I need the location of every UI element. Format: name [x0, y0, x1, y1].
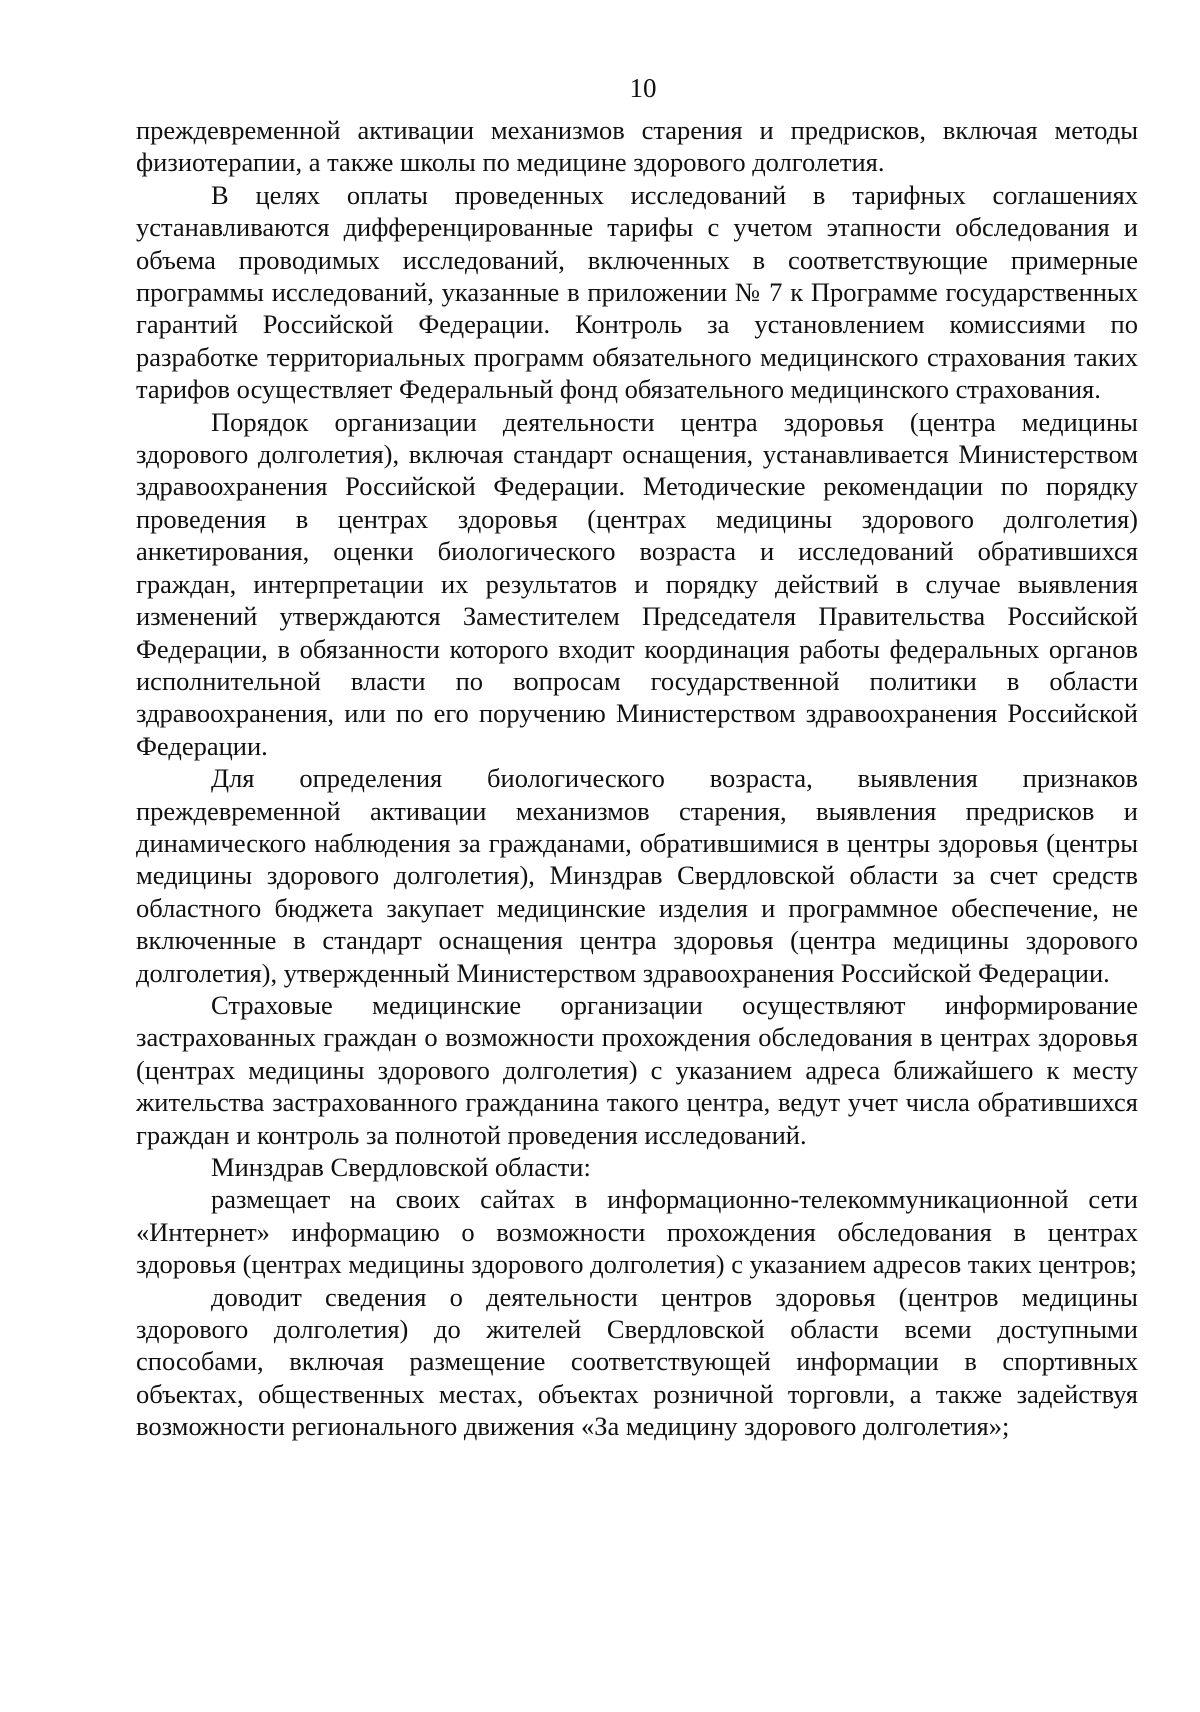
- paragraph-insurance-organizations: Страховые медицинские организации осуществляют информирование застрахованных граждан о возможности прохождения обследования в центрах здоровья (центрах медицины здорового долголетия) с указанием адреса ближайшего к месту жительства застрахованного гражданина такого центра, ведут учет числа обратившихся граждан и контроль за полнотой проведения исследований.: [136, 989, 1138, 1150]
- paragraph-biological-age: Для определения биологического возраста, выявления признаков преждевременной активации механизмов старения, выявления предрисков и динамического наблюдения за гражданами, обратившимися в центры здоровья (центры медицины здорового долголетия), Минздрав Свердловской области за счет средств областного бюджета закупает медицинские изделия и программное обеспечение, не включенные в стандарт оснащения центра здоровья (центра медицины здорового долголетия), утвержденный Министерством здравоохранения Российской Федерации.: [136, 763, 1138, 988]
- document-body: [136, 114, 1138, 1443]
- paragraph-inform-residents: доводит сведения о деятельности центров здоровья (центров медицины здорового долголетия) до жителей Свердловской области всеми доступными способами, включая размещение соответствующей информации в спортивных объектах, общественных местах, объектах розничной торговли, а также задействуя возможности регионального движения «За медицину здорового долголетия»;: [136, 1281, 1138, 1442]
- paragraph-health-center-order: Порядок организации деятельности центра здоровья (центра медицины здорового долголетия), включая стандарт оснащения, устанавливается Министерством здравоохранения Российской Федерации. Методические рекомендации по порядку проведения в центрах здоровья (центрах медицины здорового долголетия) анкетирования, оценки биологического возраста и исследований обратившихся граждан, интерпретации их результатов и порядку действий в случае выявления изменений утверждаются Заместителем Председателя Правительства Российской Федерации, в обязанности которого входит координация работы федеральных органов исполнительной власти по вопросам государственной политики в области здравоохранения, или по его поручению Министерством здравоохранения Российской Федерации.: [136, 406, 1138, 761]
- paragraph-internet-info: размещает на своих сайтах в информационно-телекоммуникационной сети «Интернет» информацию о возможности прохождения обследования в центрах здоровья (центрах медицины здорового долголетия) с указанием адресов таких центров;: [136, 1184, 1138, 1280]
- paragraph-continuation: преждевременной активации механизмов старения и предрисков, включая методы физиотерапии, а также школы по медицине здорового долголетия.: [136, 115, 1138, 178]
- page-number: 10: [629, 73, 657, 103]
- paragraph-tariffs: В целях оплаты проведенных исследований в тарифных соглашениях устанавливаются дифференцированные тарифы с учетом этапности обследования и объема проводимых исследований, включенных в соответствующие примерные программы исследований, указанные в приложении № 7 к Программе государственных гарантий Российской Федерации. Контроль за установлением комиссиями по разработке территориальных программ обязательного медицинского страхования таких тарифов осуществляет Федеральный фонд обязательного медицинского страхования.: [136, 179, 1138, 405]
- paragraph-ministry-intro: Минздрав Свердловской области:: [211, 1152, 591, 1182]
